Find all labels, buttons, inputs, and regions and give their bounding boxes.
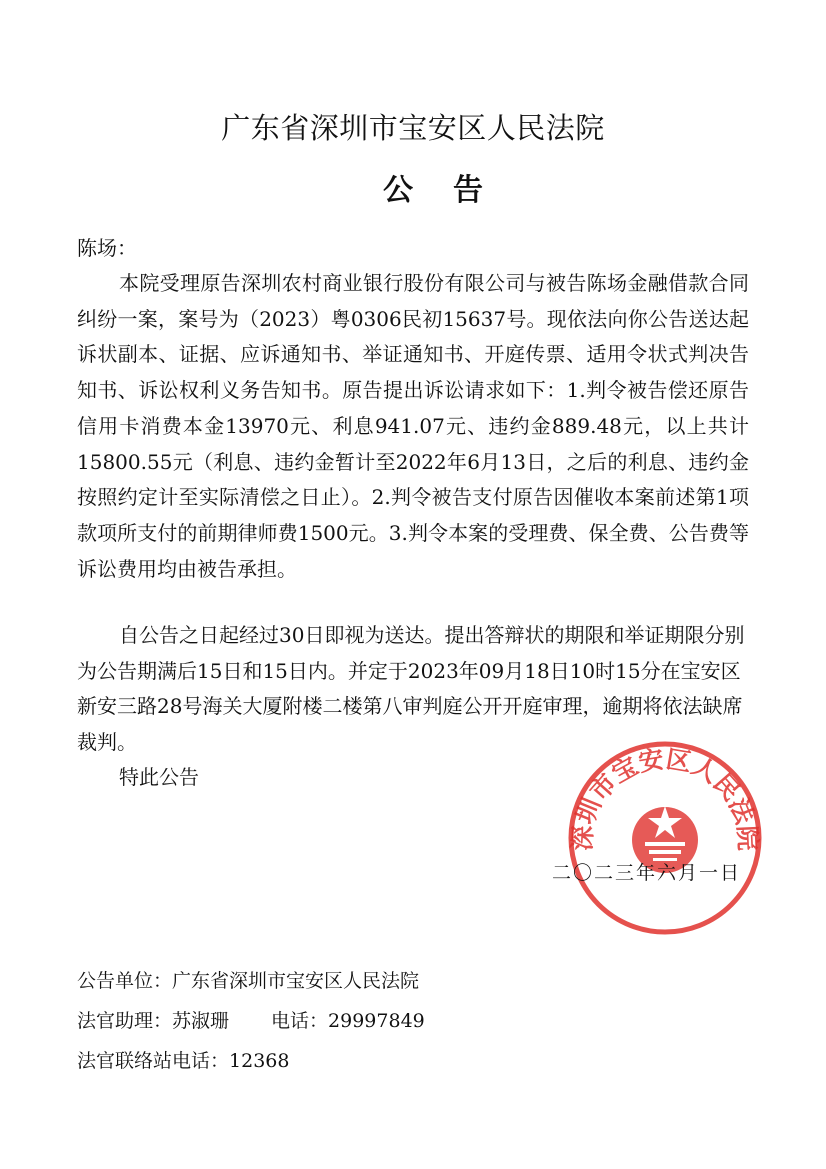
court-seal-icon (565, 738, 765, 938)
notice-closing: 特此公告 (119, 765, 199, 789)
notice-title: 公告 (383, 173, 523, 208)
assistant-label: 法官助理： (77, 1010, 173, 1032)
notice-paragraph-2: 自公告之日起经过30日即视为送达。提出答辩状的期限和举证期限分别为公告期满后15日和15日内。并定于2023年09月18日10时15分在宝安区新安三路28号海关大厦附楼二楼第八审判庭公开开庭审理，逾期将依法缺席裁判。 (77, 623, 745, 755)
liaison-label: 法官联络站电话： (77, 1050, 230, 1072)
announcing-unit-label: 公告单位： (77, 970, 173, 992)
addressee: 陈场： (77, 236, 137, 260)
seal-text: 深圳市宝安区人民法院 (567, 744, 763, 852)
liaison-number: 12368 (229, 1050, 290, 1072)
court-name: 广东省深圳市宝安区人民法院 (221, 111, 605, 145)
notice-paragraph-1: 本院受理原告深圳农村商业银行股份有限公司与被告陈场金融借款合同纠纷一案，案号为（2023）粤0306民初15637号。现依法向你公告送达起诉状副本、证据、应诉通知书、举证通知书、开庭传票、适用令状式判决告知书、诉讼权利义务告知书。原告提出诉讼请求如下：1.判令被告偿还原告信用卡消费本金13970元、利息941.07元、违约金889.48元，以上共计15800.55元（利息、违约金暂计至2022年6月13日，之后的利息、违约金按照约定计至实际清偿之日止）。2.判令被告支付原告因催收本案前述第1项款项所支付的前期律师费1500元。3.判令本案的受理费、保全费、公告费等诉讼费用均由被告承担。 (77, 271, 749, 581)
signature-date: 二〇二三年六月一日 (552, 862, 742, 884)
assistant-line (77, 1006, 425, 1033)
assistant-name: 苏淑珊 (172, 1010, 230, 1032)
phone-number: 29997849 (328, 1010, 425, 1032)
phone-label: 电话： (271, 1010, 329, 1032)
announcing-unit-line (77, 966, 419, 993)
announcing-unit-value: 广东省深圳市宝安区人民法院 (172, 970, 420, 992)
liaison-line (77, 1046, 289, 1073)
